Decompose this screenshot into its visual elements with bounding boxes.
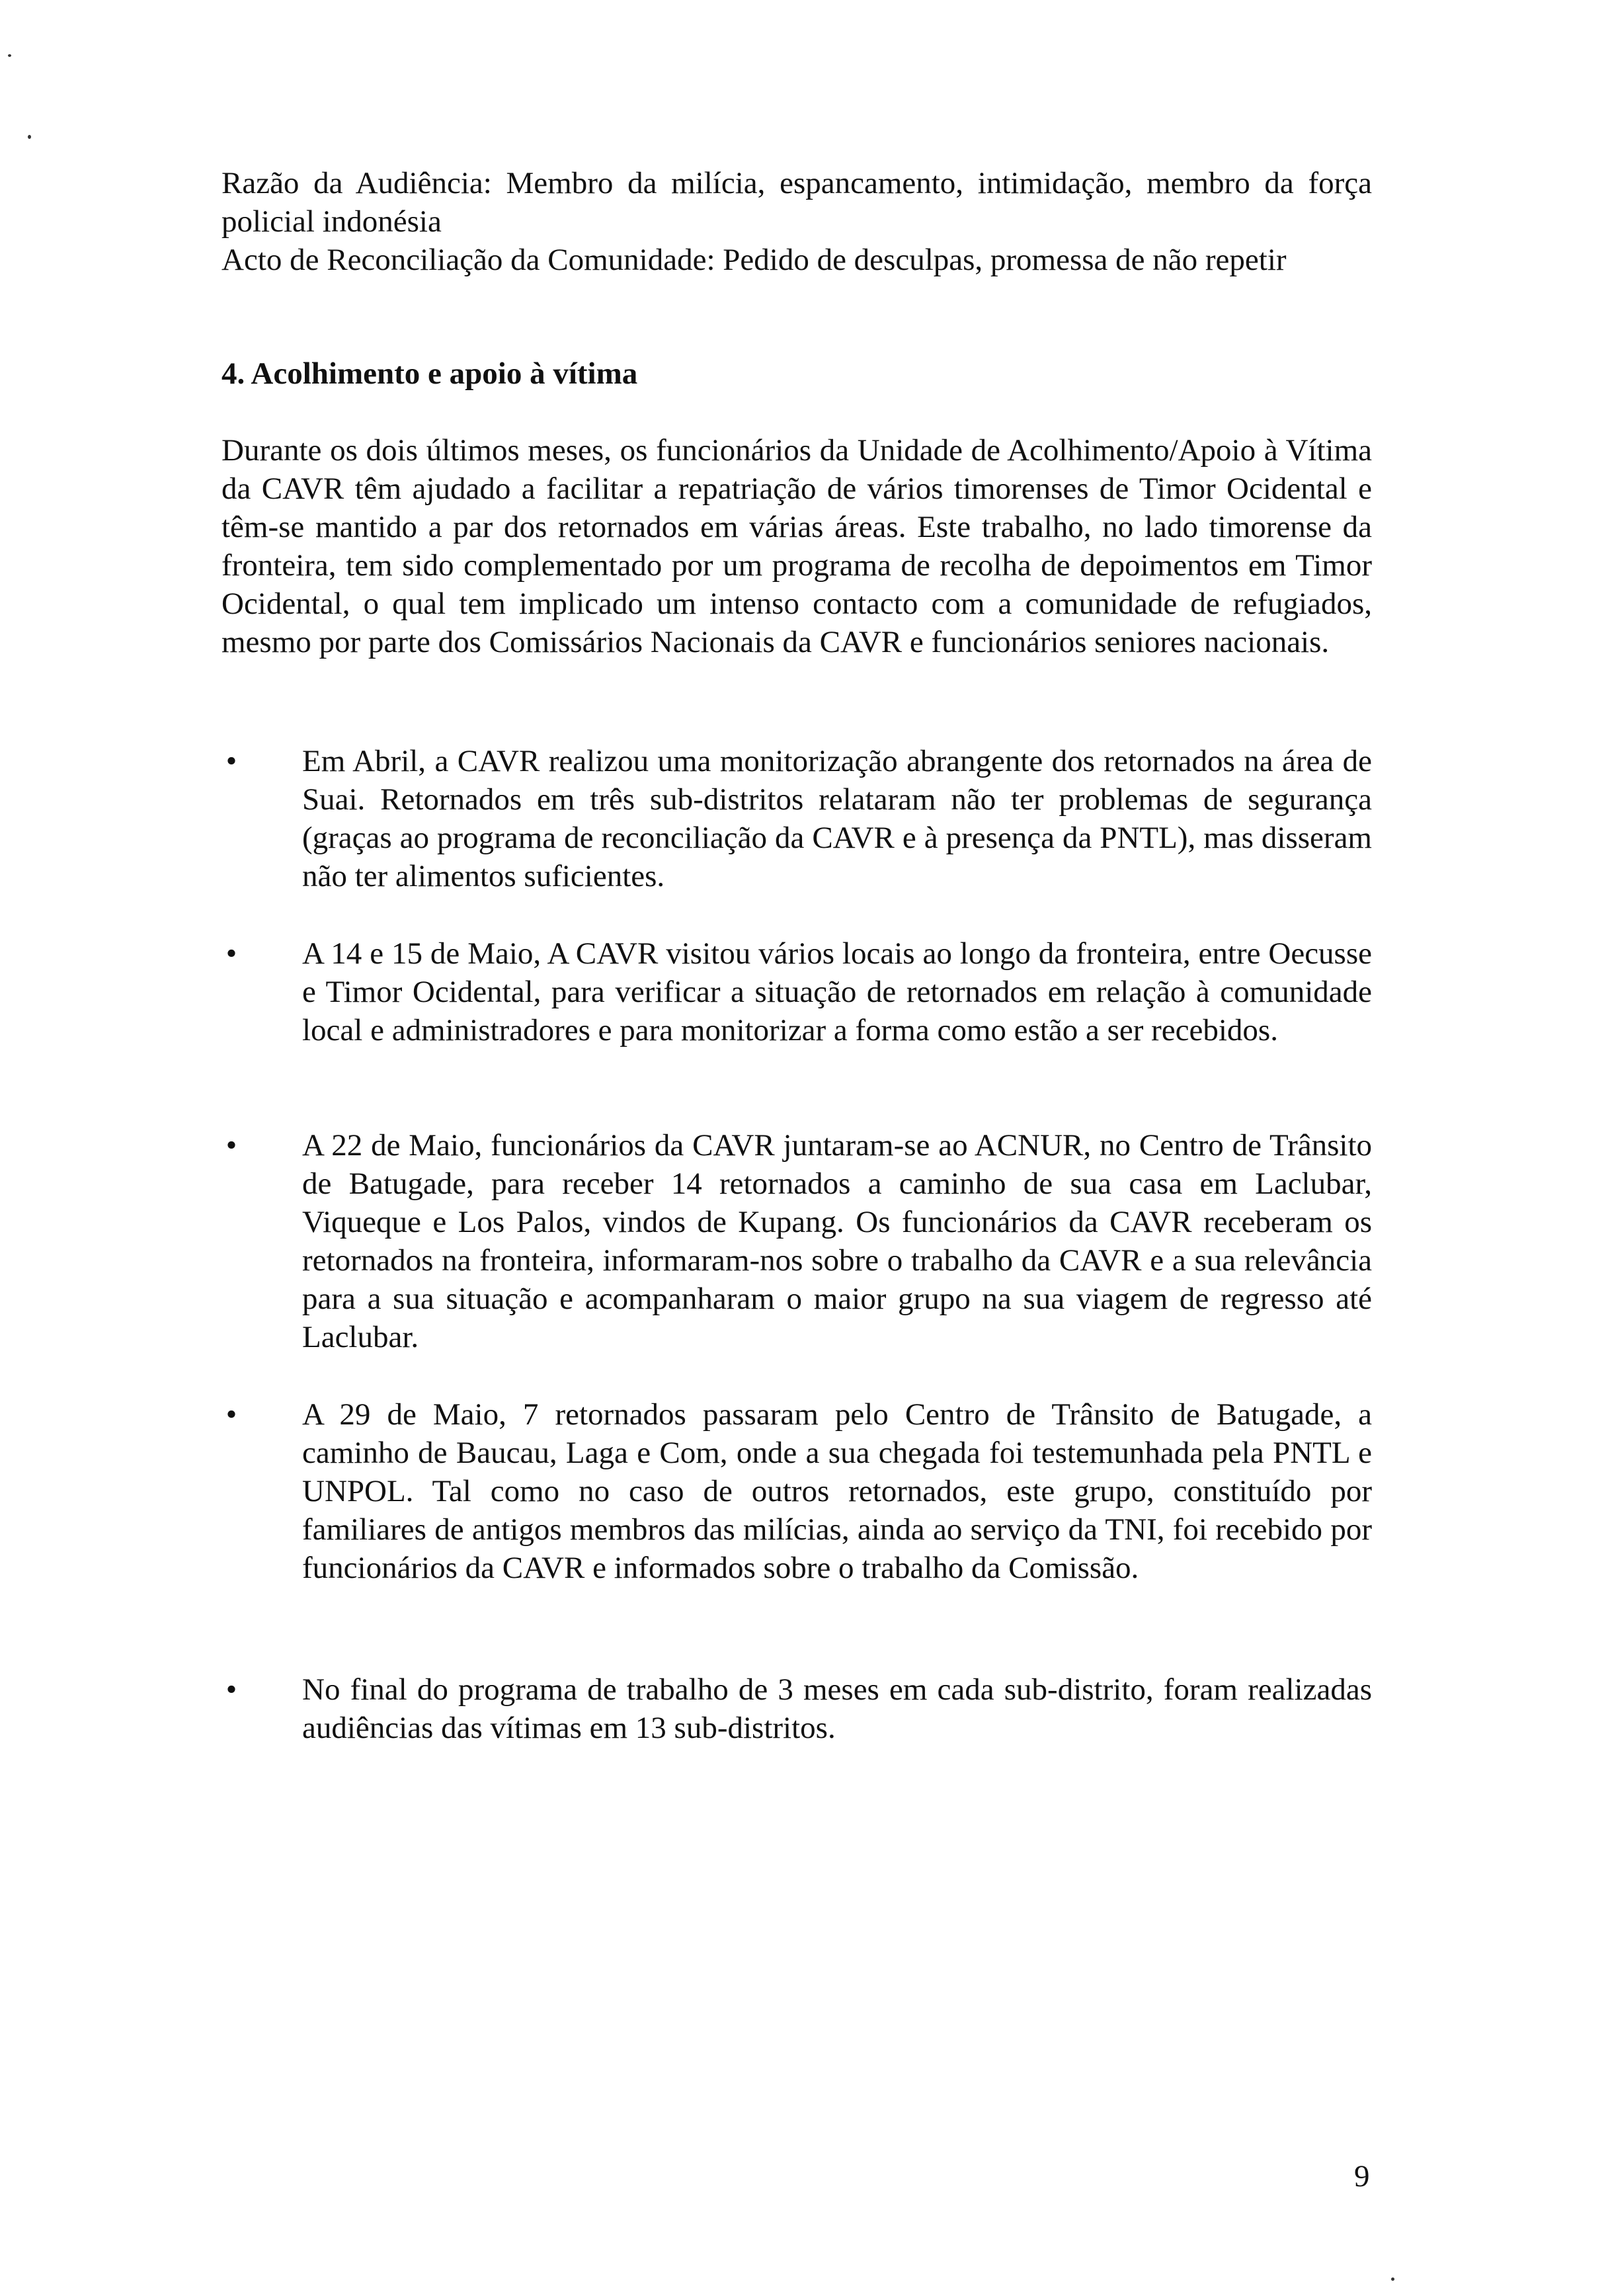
reconciliation-act-line: Acto de Reconciliação da Comunidade: Pedido de desculpas, promessa de não repetir xyxy=(221,243,1287,277)
list-item-text: A 29 de Maio, 7 retornados passaram pelo Centro de Trânsito de Batugade, a caminho de Baucau, Laga e Com, onde a sua chegada foi testemunhada pela PNTL e UNPOL. Tal como no caso de outros retornados, este grupo, constituído por familiares de antigos membros das milícias, ainda ao serviço da TNI, foi recebido por funcionários da CAVR e informados sobre o trabalho da Comissão. xyxy=(302,1397,1372,1585)
scan-speck xyxy=(1391,2277,1394,2281)
list-item-text: A 22 de Maio, funcionários da CAVR juntaram-se ao ACNUR, no Centro de Trânsito de Batugade, para receber 14 retornados a caminho de sua casa em Laclubar, Viqueque e Los Palos, vindos de Kupang. Os funcionários da CAVR receberam os retornados na fronteira, informaram-nos sobre o trabalho da CAVR e a sua relevância para a sua situação e acompanharam o maior grupo na sua viagem de regresso até Laclubar. xyxy=(302,1128,1372,1354)
bullet-icon: • xyxy=(225,936,237,971)
list-item xyxy=(221,1395,1372,1587)
list-item-text: Em Abril, a CAVR realizou uma monitorização abrangente dos retornados na área de Suai. Retornados em três sub-distritos relataram não ter problemas de segurança (graças ao programa de reconciliação da CAVR e à presença da PNTL), mas disseram não ter alimentos suficientes. xyxy=(302,744,1372,893)
hearing-summary xyxy=(221,164,1372,279)
bullet-icon: • xyxy=(225,744,237,778)
list-item-text: A 14 e 15 de Maio, A CAVR visitou vários locais ao longo da fronteira, entre Oecusse e Timor Ocidental, para verificar a situação de retornados em relação à comunidade local e administradores e para monitorizar a forma como estão a ser recebidos. xyxy=(302,936,1372,1047)
scan-speck xyxy=(28,135,31,139)
list-item-text: No final do programa de trabalho de 3 meses em cada sub-distrito, foram realizadas audiências das vítimas em 13 sub-distritos. xyxy=(302,1672,1372,1745)
list-item xyxy=(221,934,1372,1049)
list-item xyxy=(221,1670,1372,1747)
bullet-icon: • xyxy=(225,1397,237,1432)
bullet-icon: • xyxy=(225,1672,237,1707)
list-item xyxy=(221,742,1372,895)
list-item xyxy=(221,1126,1372,1356)
hearing-reason-line: Razão da Audiência: Membro da milícia, espancamento, intimidação, membro da força policial indonésia xyxy=(221,166,1372,239)
bullet-icon: • xyxy=(225,1128,237,1163)
section-heading: 4. Acolhimento e apoio à vítima xyxy=(221,356,638,391)
page-number: 9 xyxy=(1354,2159,1370,2194)
section-intro-paragraph: Durante os dois últimos meses, os funcionários da Unidade de Acolhimento/Apoio à Vítima da CAVR têm ajudado a facilitar a repatriação de vários timorenses de Timor Ocidental e têm-se mantido a par dos retornados em várias áreas. Este trabalho, no lado timorense da fronteira, tem sido complementado por um programa de recolha de depoimentos em Timor Ocidental, o qual tem implicado um intenso contacto com a comunidade de refugiados, mesmo por parte dos Comissários Nacionais da CAVR e funcionários seniores nacionais. xyxy=(221,433,1372,659)
scan-speck xyxy=(8,54,11,57)
